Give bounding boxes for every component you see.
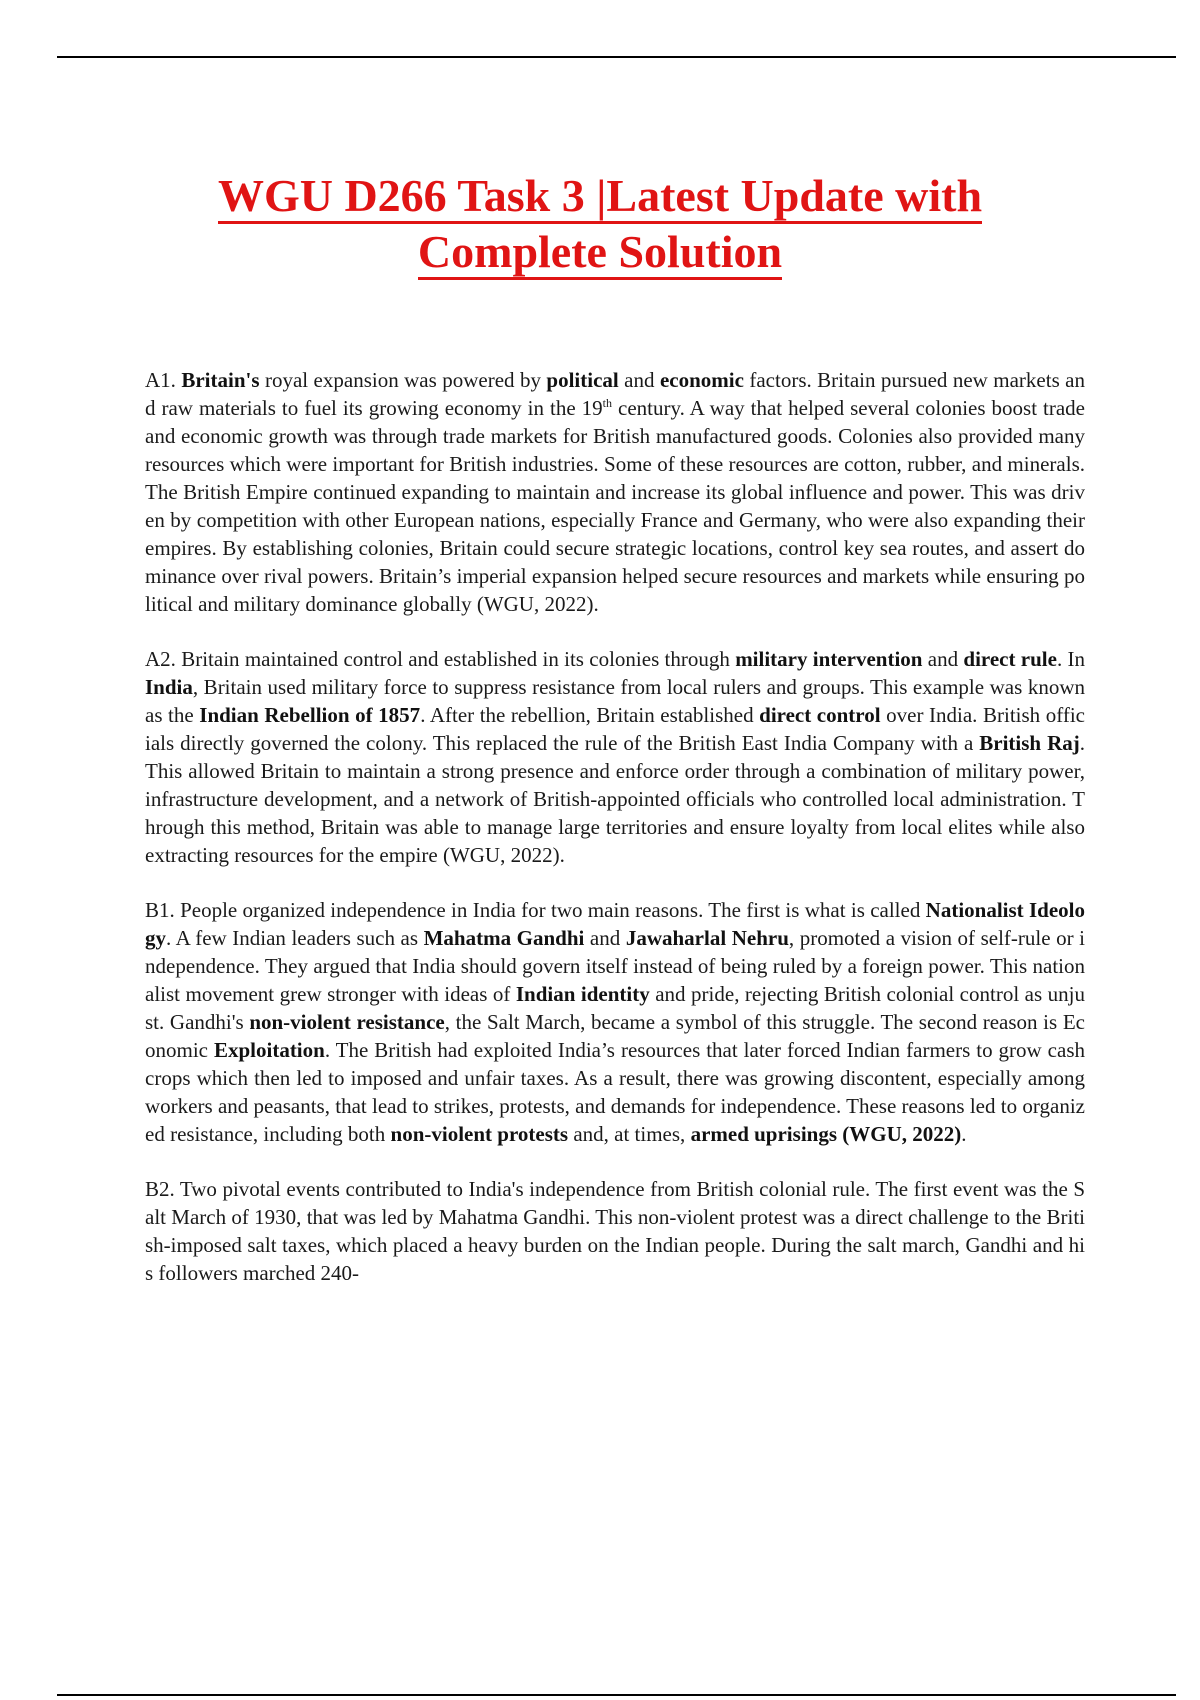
text-run: and [618,368,660,392]
bold-term: Nationalist Ideology [145,898,1086,950]
paragraph-b2 [145,1175,1085,1287]
bold-term: non-violent protests [390,1122,569,1146]
text-run: . After the rebellion, Britain established [420,703,760,727]
text-run: B2. Two pivotal events contributed to India's independence from British colonial rule. The first event was the Salt March of 1930, that was led by Mahatma Gandhi. This non-violent protest was a direct challenge to the British-imposed salt taxes, which placed a heavy burden on the Indian people. During the salt march, Gandhi and his followers marched 240- [145,1177,1085,1285]
text-run: . A few Indian leaders such as [166,926,424,950]
title-line-2: Complete Solution [418,227,782,280]
paragraph-b1 [145,896,1085,1148]
text-run: . This allowed Britain to maintain a strong presence and enforce order through a combination of military power, infrastructure development, and a network of British-appointed officials who controlled local administration. Through this method, Britain was able to manage large territories and ensure loyalty from local elites while also extracting resources for the empire (WGU, 2022). [145,731,1086,867]
superscript: th [602,396,612,410]
text-run: , promoted a vision of self-rule or independence. They argued that India should govern itself instead of being ruled by a foreign power. This nationalist movement grew stronger with ideas of [145,926,1085,1006]
text-run: , Britain used military force to suppress resistance from local rulers and groups. This example was known as the [145,675,1085,727]
bold-term: armed uprisings (WGU, 2022) [690,1122,962,1146]
paragraph-a2 [145,645,1085,869]
text-run: royal expansion was powered by [259,368,547,392]
paragraph-a1 [145,366,1085,618]
bold-term: Indian Rebellion of 1857 [199,703,421,727]
bold-term: Jawaharlal Nehru [625,926,789,950]
text-run: factors. Britain pursued new markets and raw materials to fuel its growing economy in the 19 [145,368,1085,420]
text-run: century. A way that helped several colonies boost trade and economic growth was through trade markets for British manufactured goods. Colonies also provided many resources which were important for British industries. Some of these resources are cotton, rubber, and minerals. The British Empire continued expanding to maintain and increase its global influence and power. This was driven by competition with other European nations, especially France and Germany, who were also expanding their empires. By establishing colonies, Britain could secure strategic locations, control key sea routes, and assert dominance over rival powers. Britain’s imperial expansion helped secure resources and markets while ensuring political and military dominance globally (WGU, 2022). [145,396,1086,616]
text-run: , the Salt March, became a symbol of this struggle. The second reason is Economic [145,1010,1085,1062]
title-line-1: WGU D266 Task 3 |Latest Update with [218,171,982,224]
text-run: over India. British officials directly governed the colony. This replaced the rule of the British East India Company with a [145,703,1086,755]
text-run: A2. Britain maintained control and established in its colonies through [145,647,736,671]
bold-term: military intervention [735,647,923,671]
text-run: . The British had exploited India’s resources that later forced Indian farmers to grow cash crops which then led to imposed and unfair taxes. As a result, there was growing discontent, especially among workers and peasants, that lead to strikes, protests, and demands for independence. These reasons led to organized resistance, including both [145,1038,1085,1146]
bold-term: Indian identity [515,982,650,1006]
footer-rule [57,1694,1176,1696]
text-run: and [922,647,964,671]
document-body [145,366,1085,1314]
bold-term: India [145,675,193,699]
bold-term: non-violent resistance [249,1010,445,1034]
text-run: . [961,1122,967,1146]
text-run: and, at times, [568,1122,691,1146]
text-run: . In [1056,647,1086,671]
bold-term: direct control [759,703,881,727]
bold-term: political [546,368,619,392]
bold-term: Mahatma Gandhi [423,926,585,950]
document-title [150,168,1050,280]
bold-term: British Raj [979,731,1080,755]
header-rule [57,56,1176,58]
text-run: and [584,926,626,950]
text-run: A1. [145,368,182,392]
bold-term: economic [659,368,744,392]
bold-term: direct rule [963,647,1057,671]
text-run: and pride, rejecting British colonial control as unjust. Gandhi's [145,982,1085,1034]
text-run: B1. People organized independence in India for two main reasons. The first is what is called [145,898,926,922]
bold-term: Britain's [181,368,260,392]
bold-term: Exploitation [213,1038,325,1062]
